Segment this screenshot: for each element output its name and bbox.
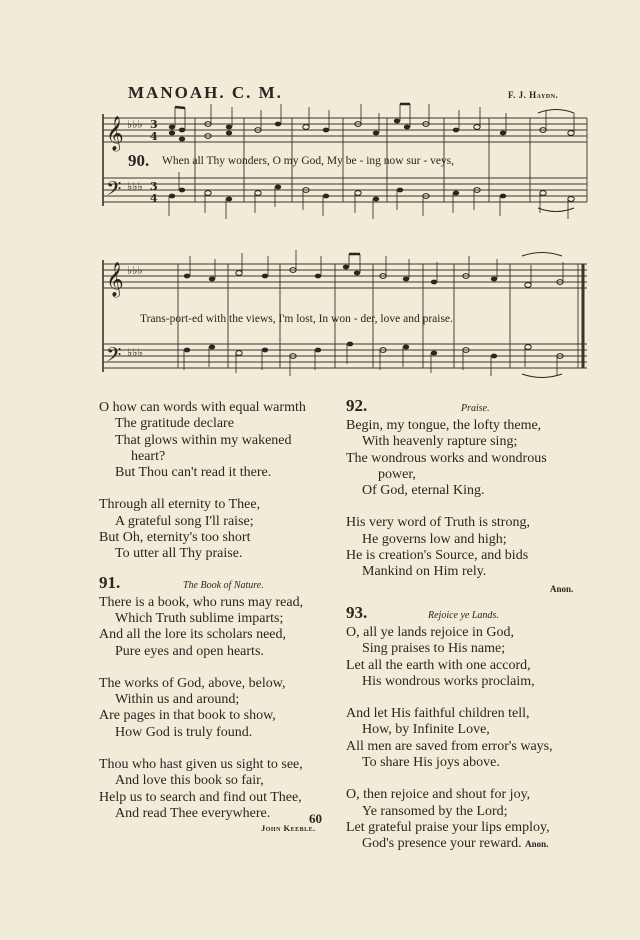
- verse-line: How God is truly found.: [115, 724, 253, 740]
- svg-text:𝄢: 𝄢: [106, 177, 122, 205]
- verse-line: Within us and around;: [115, 692, 240, 708]
- hymn-92-header: [346, 398, 573, 418]
- hymn-91-stanza-2: [99, 676, 316, 741]
- verse-line: The gratitude declare: [115, 416, 234, 432]
- verse-line-text: God's presence your reward.: [362, 836, 522, 852]
- hymn-93-number: 93.: [346, 602, 368, 622]
- svg-text:𝄢: 𝄢: [106, 343, 122, 371]
- verse-line: Let all the earth with one accord,: [346, 657, 531, 673]
- verse-line: Sing praises to His name;: [362, 641, 506, 657]
- stems: [169, 104, 574, 376]
- hymn-92-stanza-1: [346, 418, 573, 499]
- verse-line: He is creation's Source, and bids: [346, 548, 529, 564]
- verse-line: Ye ransomed by the Lord;: [362, 803, 508, 819]
- verse-line: heart?: [131, 448, 166, 464]
- verse-line: Are pages in that book to show,: [99, 708, 276, 724]
- composer-credit: F. J. Haydn.: [508, 90, 559, 100]
- verse-line: With heavenly rapture sing;: [362, 434, 518, 450]
- hymn-92-number: 92.: [346, 396, 368, 415]
- svg-text:♭♭♭: ♭♭♭: [127, 264, 143, 277]
- verse-line: O, all ye lands rejoice in God,: [346, 624, 514, 640]
- verse-line: There is a book, who runs may read,: [99, 594, 304, 610]
- hymn-93-stanza-2: [346, 706, 573, 771]
- right-column: [346, 398, 573, 853]
- hymn-92-author: Anon.: [550, 583, 574, 594]
- verse-line: And let His faithful children tell,: [346, 706, 530, 722]
- verse-line: [346, 836, 573, 852]
- verse-line: He governs low and high;: [362, 531, 507, 547]
- svg-text:4: 4: [150, 192, 158, 205]
- verse-line: Let grateful praise your lips employ,: [346, 819, 550, 835]
- verse-line: Through all eternity to Thee,: [99, 497, 261, 513]
- verse-line: How, by Infinite Love,: [362, 722, 490, 738]
- verse-line: To utter all Thy praise.: [115, 546, 243, 562]
- verse-line: The wondrous works and wondrous: [346, 450, 547, 466]
- hymn-90-number: 90.: [128, 151, 150, 170]
- verse-line: His very word of Truth is strong,: [346, 515, 530, 531]
- svg-text:3: 3: [150, 180, 158, 193]
- verse-line: But Oh, eternity's too short: [99, 530, 251, 546]
- hymn-91-stanza-3: [99, 757, 316, 822]
- verse-line: O, then rejoice and shout for joy,: [346, 787, 531, 803]
- svg-text:♭♭♭: ♭♭♭: [127, 118, 143, 131]
- hymn-93-stanza-1: [346, 625, 573, 690]
- verse-line: And read Thee everywhere.: [115, 805, 271, 821]
- svg-text:4: 4: [150, 130, 158, 143]
- verse-line: That glows within my wakened: [115, 432, 292, 448]
- tune-title: MANOAH. C. M.: [128, 83, 283, 102]
- verse-line: Of God, eternal King.: [362, 483, 485, 499]
- svg-text:𝄞: 𝄞: [106, 262, 124, 297]
- hymn-93-stanza-3: [346, 787, 573, 852]
- hymn-93-title: Rejoice ye Lands.: [428, 609, 499, 621]
- verse-line: Which Truth sublime imparts;: [115, 610, 284, 626]
- hymn-92-stanza-2: [346, 515, 573, 580]
- verse-line: All men are saved from error's ways,: [346, 738, 553, 754]
- verse-line: His wondrous works proclaim,: [362, 673, 535, 689]
- hymn-92-title: Praise.: [461, 403, 490, 414]
- hymn-91-title: The Book of Nature.: [183, 579, 264, 591]
- stanza-b: [99, 497, 316, 562]
- verse-line: And love this book so fair,: [115, 773, 264, 789]
- verse-line: A grateful song I'll raise;: [115, 513, 254, 529]
- music-notation: [0, 0, 640, 400]
- verse-line: But Thou can't read it there.: [115, 465, 272, 481]
- svg-text:♭♭♭: ♭♭♭: [127, 180, 143, 193]
- left-column: [99, 400, 316, 837]
- hymn-90-lyric-line-2: Trans-port-ed with the views, I'm lost, In won - der, love and praise.: [140, 313, 453, 325]
- hymn-91-header: [99, 572, 316, 595]
- page-number: 60: [309, 811, 322, 826]
- verse-line: O how can words with equal warmth: [99, 400, 306, 415]
- hymn-90-lyric-line-1: When all Thy wonders, O my God, My be - ing now sur - veys,: [162, 155, 455, 167]
- svg-text:𝄞: 𝄞: [106, 116, 124, 151]
- verse-line: Mankind on Him rely.: [362, 564, 487, 580]
- stanza-a: [99, 400, 316, 481]
- verse-line: Help us to search and find out Thee,: [99, 789, 302, 805]
- verse-line: Pure eyes and open hearts.: [115, 643, 264, 659]
- verse-line: The works of God, above, below,: [99, 675, 286, 691]
- hymn-93-header: [346, 602, 573, 625]
- verse-line: And all the lore its scholars need,: [99, 627, 287, 643]
- svg-text:3: 3: [150, 118, 158, 131]
- verse-line: To share His joys above.: [362, 755, 500, 771]
- hymn-91-stanza-1: [99, 595, 316, 660]
- hymn-93-author: Anon.: [525, 839, 549, 850]
- verse-line: power,: [378, 466, 416, 482]
- hymn-91-number: 91.: [99, 572, 121, 592]
- svg-text:♭♭♭: ♭♭♭: [127, 346, 143, 359]
- verse-line: Begin, my tongue, the lofty theme,: [346, 418, 542, 433]
- verse-line: Thou who hast given us sight to see,: [99, 757, 303, 773]
- hymn-91-author: John Keeble.: [261, 823, 316, 834]
